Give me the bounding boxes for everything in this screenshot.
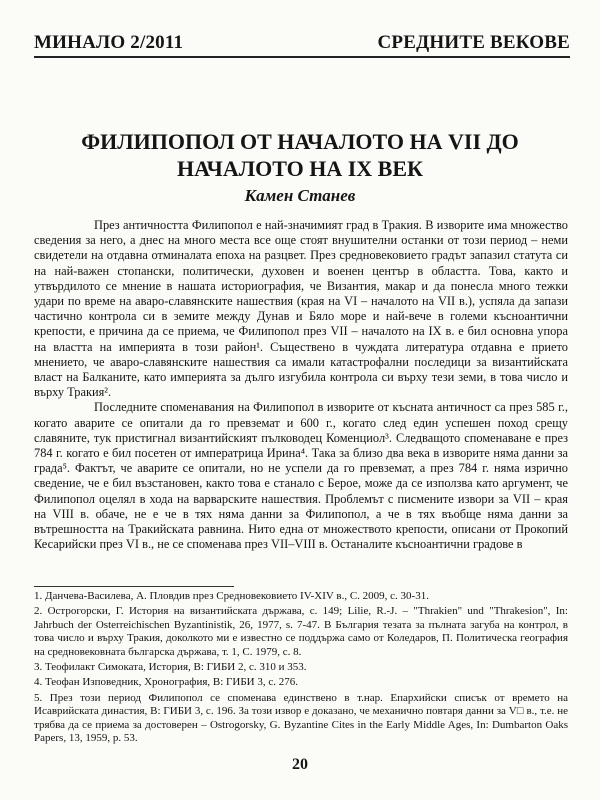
footnote-5: 5. През този период Филипопол се споменава единствено в т.нар. Епархийски списък от времето на Исаврийската династия, В: ГИБИ 3, с. 196. За този извор е доказано, че механично повтаря данни за V□ в., т.е. не трябва да се приема за достоверен – Ostrogorsky, G. Byzantine Cites in the Early Middle Ages, In: Dumbarton Oaks Papers, 13, 1959, p. 53.	[34, 691, 568, 745]
paragraph-1: През античността Филипопол е най-значимият град в Тракия. В изворите има множество сведения за него, а днес на много места все още стоят внушителни останки от този период – неми свидетели на отдавна отминалата епоха на разцвет. През средновековието градът запазил статута си на най-важен стопански, политически, духовен и военен център в областта. Това, както и утвърдилото се мнение в нашата историография, че Византия, макар и да понесла много тежки удари по време на аваро-славянските нашествия (края на VI – началото на VII в.), успяла да запази частично контрола си в земите между Дунав и Бяло море и най-вече в големи късноантични крепости, е причина да се приема, че Филипопол през VII – началото на IX в. е бил основна упора на властта на империята в този район¹. Съществено в чуждата литература отдавна е прието мнението, че аваро-славянските нашествия са имали катастрофални последици за византийската власт на Балканите, като империята за дълго изгубила контрола си върху тези земи, в това число и върху Тракия².	[34, 218, 568, 400]
running-header	[34, 26, 570, 54]
footnote-3: 3. Теофилакт Симоката, История, В: ГИБИ 2, с. 310 и 353.	[34, 661, 307, 674]
footnotes	[34, 590, 568, 747]
header-rule	[34, 56, 570, 58]
article-body	[34, 218, 568, 552]
section-title: СРЕДНИТЕ ВЕКОВЕ	[377, 32, 570, 53]
footnote-2: 2. Острогорски, Г. История на византийската държава, с. 149; Lilie, R.-J. – "Thrakien" und "Thrakesion", In: Jahrbuch der Osterreichischen Byzantinistik, 26, 1977, s. 7-47. В България тезата за пълната загуба на контрол, в това число и върху Тракия, доколкото ми е известно се поддържа само от Коледаров, П. Политическа география на средновековната българска държава, т. 1, С. 1979, с. 8.	[34, 605, 568, 658]
footnote-4: 4. Теофан Изповедник, Хронография, В: ГИБИ 3, с. 276.	[34, 676, 298, 689]
footnote-1: 1. Данчева-Василева, А. Пловдив през Средновековието IV-XIV в., С. 2009, с. 30-31.	[34, 590, 429, 602]
article-title: ФИЛИПОПОЛ ОТ НАЧАЛОТО НА VII ДО НАЧАЛОТО НА IX ВЕК	[81, 129, 519, 181]
article-author: Камен Станев	[244, 186, 356, 205]
footnote-rule	[34, 586, 234, 587]
journal-issue: МИНАЛО 2/2011	[34, 32, 184, 53]
paragraph-2: Последните споменавания на Филипопол в изворите от късната античност са през 585 г., когато аварите се опитали да го превземат и 600 г., когато след един успешен поход срещу славяните, тук пристигнал византийският пълководец Коменциол³. Следващото споменаване е през 784 г. когато е бил посетен от императрица Ирина⁴. Така за близо два века в изворите няма данни за града⁵. Фактът, че аварите се опитали, но не успели да го превземат, а през 784 г. няма изрично сведение, че е бил възстановен, както това е станало с Берое, може да се използва като аргумент, че Филипопол оцелял в хода на варварските нашествия. Проблемът с писмените извори за VII – края на VIII в. обаче, не е че в тях няма данни за Филипопол, а че в тях въобще няма данни за вътрешността на Тракийската равнина. Нито една от множеството крепости, описани от Прокопий Кесарийски през VI в., не се споменава през VII–VIII в. Останалите късноантични градове в	[34, 400, 568, 552]
page-number: 20	[292, 756, 308, 773]
